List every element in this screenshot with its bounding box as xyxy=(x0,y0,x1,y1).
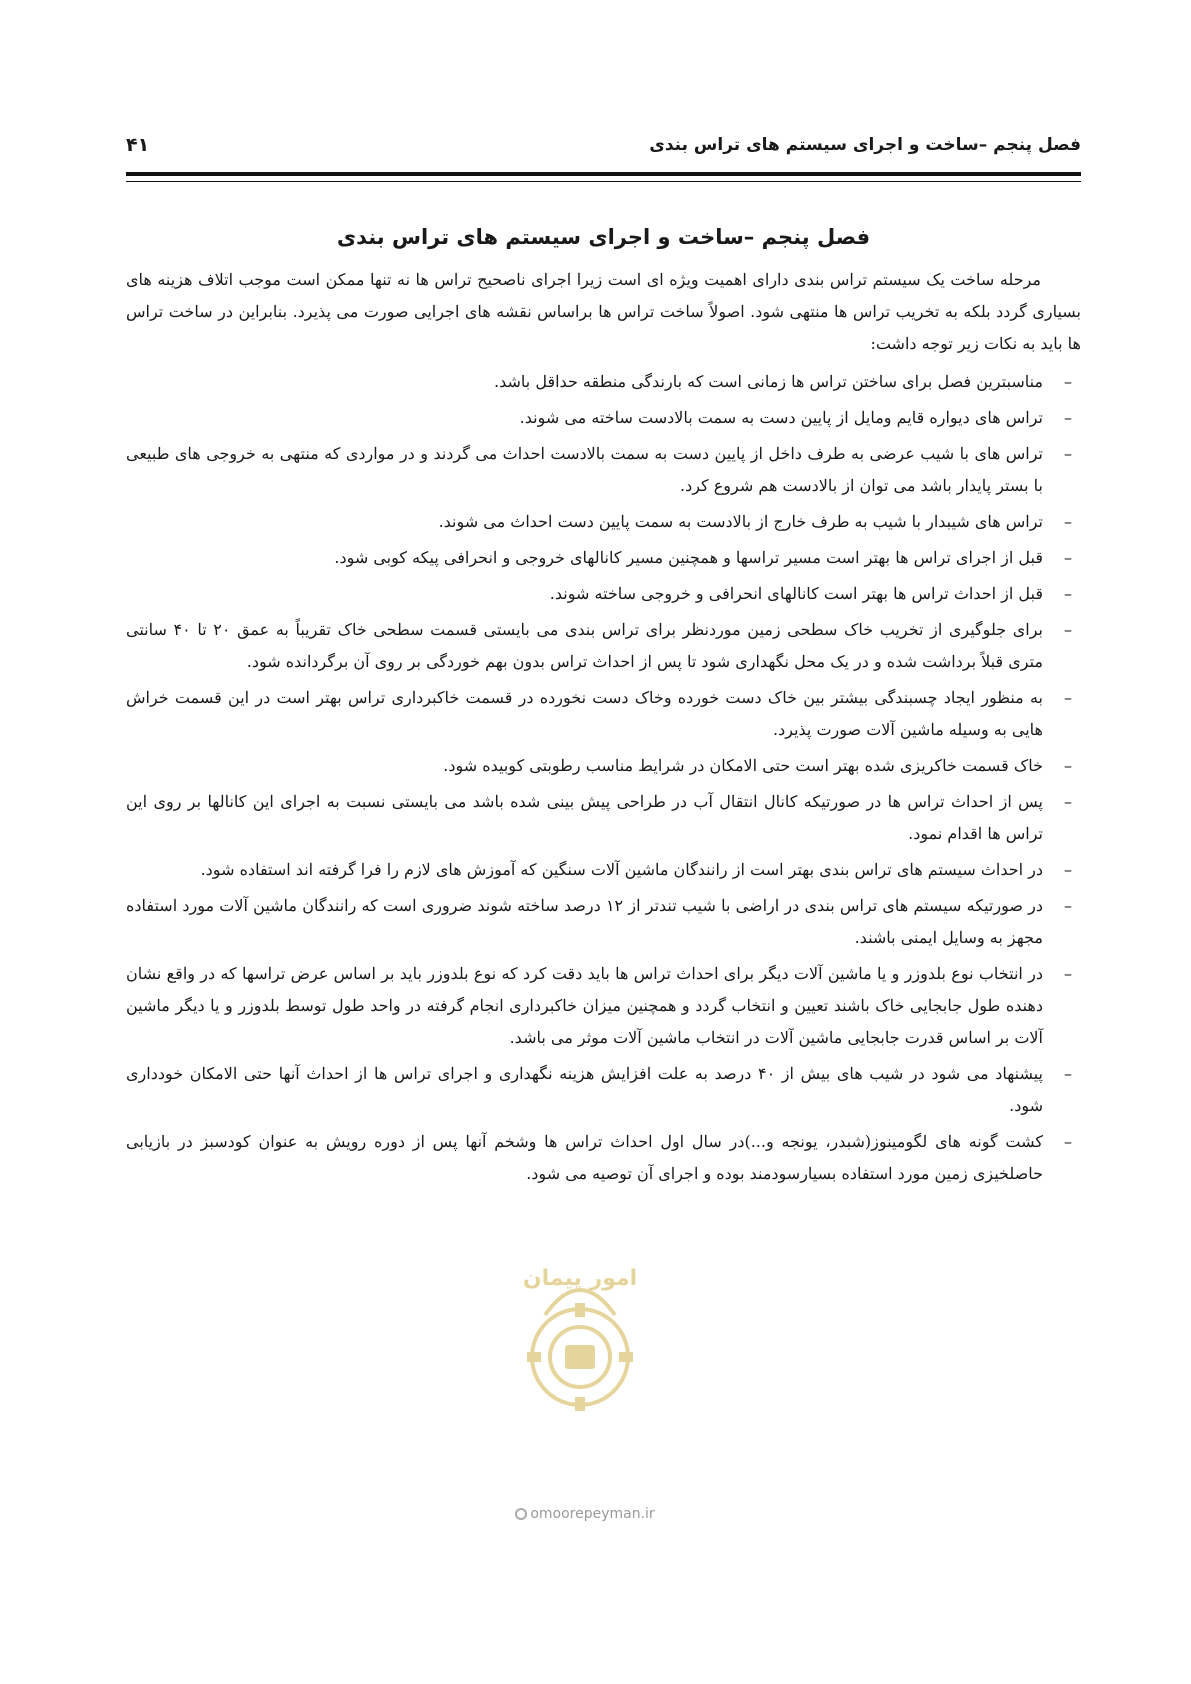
bullet-dash: – xyxy=(1064,584,1072,603)
list-item xyxy=(126,542,1081,574)
bullet-dash: – xyxy=(1064,688,1072,707)
watermark-site-label: omoorepeyman.ir xyxy=(530,1506,655,1522)
page-number: ۴۱ xyxy=(126,134,150,156)
bullet-text: برای جلوگیری از تخریب خاک سطحی زمین موردنظر برای تراس بندی می بایستی قسمت سطحی خاک تقریباً به عمق ۲۰ تا ۴۰ سانتی متری قبلاً برداشت شده و در یک محل نگهداری شود تا پس از احداث تراس بدون بهم خوردگی بر روی آن برگردانده شود. xyxy=(126,620,1043,671)
bullet-text: در احداث سیستم های تراس بندی بهتر است از رانندگان ماشین آلات سنگین که آموزش های لازم را فرا گرفته اند استفاده شود. xyxy=(200,860,1043,879)
watermark-logo-text: امور پیمان xyxy=(522,1266,638,1291)
bullet-text: کشت گونه های لگومینوز(شبدر، یونجه و...)در سال اول احداث تراس ها وشخم آنها پس از دوره رویش به عنوان کودسبز در بازیابی حاصلخیزی زمین مورد استفاده بسیارسودمند بوده و اجرای آن توصیه می شود. xyxy=(126,1132,1043,1183)
bullet-dash: – xyxy=(1064,444,1072,463)
bullet-text: پیشنهاد می شود در شیب های بیش از ۴۰ درصد به علت افزایش هزینه نگهداری و اجرای تراس ها از احداث آنها حتی الامکان خودداری شود. xyxy=(126,1064,1043,1115)
list-item xyxy=(126,438,1081,502)
bullet-dash: – xyxy=(1064,620,1072,639)
bullet-text: تراس های با شیب عرضی به طرف داخل از پایین دست به سمت بالادست احداث می گردند و در مواردی که منتهی به خروجی های طبیعی با بستر پایدار باشد می توان از بالادست هم شروع کرد. xyxy=(126,444,1043,495)
bullet-dash: – xyxy=(1064,896,1072,915)
header-rule-thick xyxy=(126,172,1081,176)
bullet-dash: – xyxy=(1064,548,1072,567)
header-rule-thin xyxy=(126,181,1081,182)
list-item xyxy=(126,682,1081,746)
bullet-text: قبل از اجرای تراس ها بهتر است مسیر تراسها و همچنین مسیر کانالهای خروجی و انحرافی پیکه کوبی شود. xyxy=(334,548,1043,567)
watermark-site xyxy=(485,1506,685,1522)
list-item xyxy=(126,958,1081,1054)
bullet-text: تراس های دیواره قایم ومایل از پایین دست به سمت بالادست ساخته می شوند. xyxy=(519,408,1043,427)
bullet-text: تراس های شیبدار با شیب به طرف خارج از بالادست به سمت پایین دست احداث می شوند. xyxy=(438,512,1043,531)
bullet-dash: – xyxy=(1064,860,1072,879)
bullet-text: مناسبترین فصل برای ساختن تراس ها زمانی است که بارندگی منطقه حداقل باشد. xyxy=(494,372,1043,391)
bullet-dash: – xyxy=(1064,1132,1072,1151)
bullet-text: قبل از احداث تراس ها بهتر است کانالهای انحرافی و خروجی ساخته شوند. xyxy=(549,584,1043,603)
list-item xyxy=(126,402,1081,434)
bullet-dash: – xyxy=(1064,512,1072,531)
bullet-text: پس از احداث تراس ها در صورتیکه کانال انتقال آب در طراحی پیش بینی شده باشد می بایستی نسبت به اجرای این کانالها بر روی این تراس ها اقدام نمود. xyxy=(126,792,1043,843)
bullet-dash: – xyxy=(1064,756,1072,775)
bullet-dash: – xyxy=(1064,792,1072,811)
chapter-title: فصل پنجم –ساخت و اجرای سیستم های تراس بندی xyxy=(336,225,871,249)
bullet-text: به منظور ایجاد چسبندگی بیشتر بین خاک دست خورده وخاک دست نخورده در قسمت خاکبرداری تراس بهتر است در این قسمت خراش هایی به وسیله ماشین آلات صورت پذیرد. xyxy=(126,688,1043,739)
list-item xyxy=(126,506,1081,538)
list-item xyxy=(126,750,1081,782)
bullet-dash: – xyxy=(1064,1064,1072,1083)
intro-paragraph: مرحله ساخت یک سیستم تراس بندی دارای اهمیت ویژه ای است زیرا اجرای ناصحیح تراس ها نه تنها ممکن است موجب اتلاف هزینه های بسیاری گردد بلکه به تخریب تراس ها منتهی شود. اصولاً ساخت تراس ها براساس نقشه های اجرایی صورت می پذیرد. بنابراین در ساخت تراس ها باید به نکات زیر توجه داشت: xyxy=(126,270,1081,353)
chapter-body xyxy=(126,220,1081,1194)
list-item xyxy=(126,578,1081,610)
list-item xyxy=(126,786,1081,850)
publisher-seal-icon xyxy=(505,1245,655,1425)
list-item xyxy=(126,1058,1081,1122)
bullet-list xyxy=(126,366,1081,1190)
list-item xyxy=(126,366,1081,398)
bullet-dash: – xyxy=(1064,372,1072,391)
list-item xyxy=(126,890,1081,954)
bullet-text: خاک قسمت خاکریزی شده بهتر است حتی الامکان در شرایط مناسب رطوبتی کوبیده شود. xyxy=(443,756,1043,775)
bullet-text: در انتخاب نوع بلدوزر و یا ماشین آلات دیگر برای احداث تراس ها باید دقت کرد که نوع بلدوزر باید بر اساس عرض تراسها که در واقع نشان دهنده طول جابجایی خاک باشند تعیین و انتخاب گردد و همچنین میزان خاکبرداری انجام گرفته در واحد طول توسط بلدوزر و یا دیگر ماشین آلات بر اساس قدرت جابجایی ماشین آلات در انتخاب ماشین آلات موثر می باشد. xyxy=(126,964,1043,1047)
list-item xyxy=(126,614,1081,678)
bullet-dash: – xyxy=(1064,408,1072,427)
running-title: فصل پنجم –ساخت و اجرای سیستم های تراس بندی xyxy=(649,135,1081,155)
list-item xyxy=(126,1126,1081,1190)
bullet-dash: – xyxy=(1064,964,1072,983)
globe-icon xyxy=(515,1508,527,1520)
bullet-text: در صورتیکه سیستم های تراس بندی در اراضی با شیب تندتر از ۱۲ درصد ساخته شوند ضروری است که رانندگان ماشین آلات مورد استفاده مجهز به وسایل ایمنی باشند. xyxy=(126,896,1043,947)
list-item xyxy=(126,854,1081,886)
running-header xyxy=(126,128,1081,162)
